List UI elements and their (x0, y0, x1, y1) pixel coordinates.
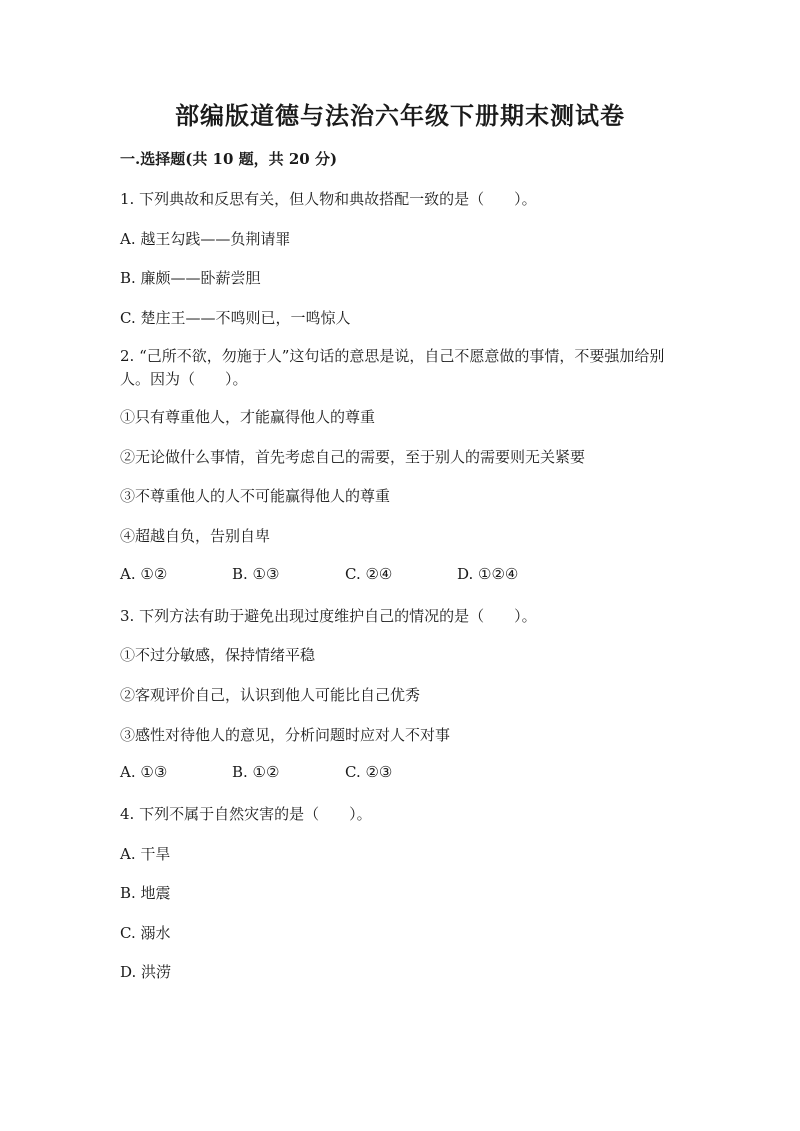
section-heading: 一.选择题(共 10 题，共 20 分) (120, 150, 338, 168)
question-2-option-c: C. ②④ (345, 565, 393, 583)
question-2-statement-4: ④超越自负，告别自卑 (120, 527, 271, 545)
question-2-statement-3: ③不尊重他人的人不可能赢得他人的尊重 (120, 487, 391, 505)
question-2-statement-1: ①只有尊重他人，才能赢得他人的尊重 (120, 408, 376, 426)
question-2-statement-2: ②无论做什么事情，首先考虑自己的需要，至于别人的需要则无关紧要 (120, 448, 586, 466)
question-3-option-b: B. ①② (232, 763, 280, 781)
question-1-stem: 1. 下列典故和反思有关，但人物和典故搭配一致的是（ ）。 (120, 190, 537, 208)
question-1-option-a: A. 越王勾践——负荆请罪 (120, 230, 291, 248)
question-4-stem: 4. 下列不属于自然灾害的是（ ）。 (120, 805, 372, 823)
question-2-option-d: D. ①②④ (457, 565, 519, 583)
question-3-statement-2: ②客观评价自己，认识到他人可能比自己优秀 (120, 686, 421, 704)
question-4-option-c: C. 溺水 (120, 924, 171, 942)
question-1-option-b: B. 廉颇——卧薪尝胆 (120, 269, 261, 287)
page-title: 部编版道德与法治六年级下册期末测试卷 (175, 101, 625, 130)
question-3-option-c: C. ②③ (345, 763, 393, 781)
question-2-option-a: A. ①② (120, 565, 168, 583)
question-2-stem: 2. “己所不欲，勿施于人”这句话的意思是说，自己不愿意做的事情，不要强加给别人。因为（ ）。 (120, 347, 665, 388)
question-4-option-a: A. 干旱 (120, 845, 171, 863)
question-1-option-c: C. 楚庄王——不鸣则已，一鸣惊人 (120, 309, 351, 327)
question-4-option-b: B. 地震 (120, 884, 171, 902)
question-3-statement-3: ③感性对待他人的意见，分析问题时应对人不对事 (120, 726, 451, 744)
question-3-stem: 3. 下列方法有助于避免出现过度维护自己的情况的是（ ）。 (120, 607, 537, 625)
question-2-option-b: B. ①③ (232, 565, 280, 583)
question-3-option-a: A. ①③ (120, 763, 168, 781)
question-3-statement-1: ①不过分敏感，保持情绪平稳 (120, 646, 316, 664)
question-4-option-d: D. 洪涝 (120, 963, 172, 981)
